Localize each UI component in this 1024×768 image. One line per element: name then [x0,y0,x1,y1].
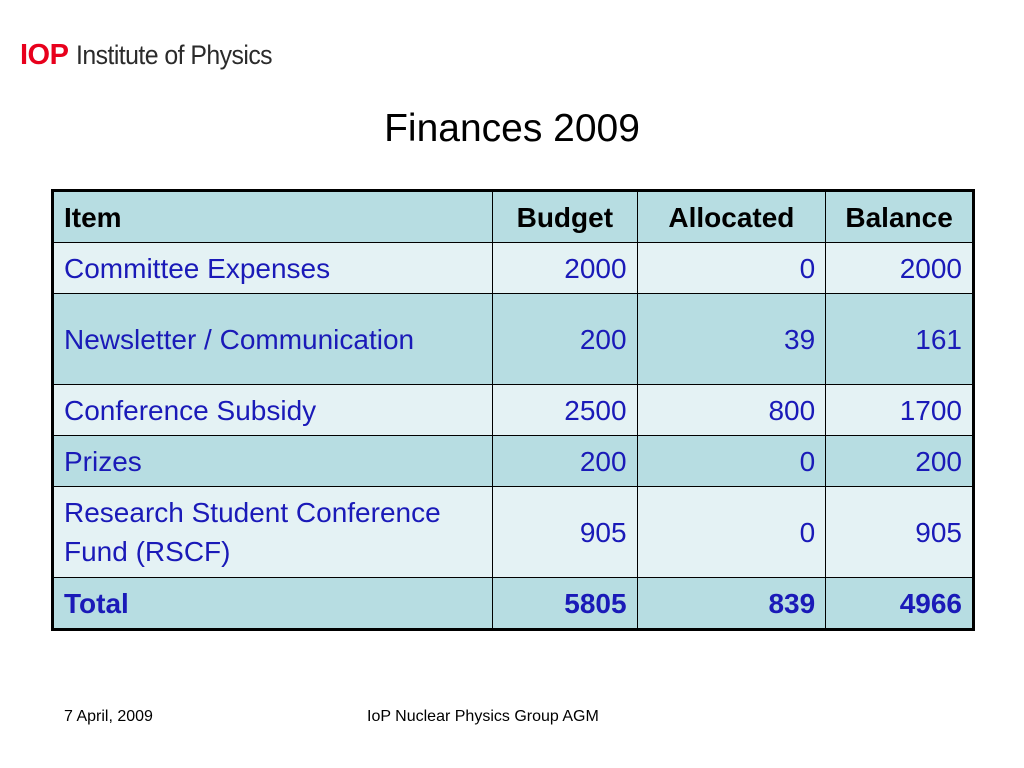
table-row [53,487,974,578]
cell-balance: 161 [826,294,974,385]
cell-item: Committee Expenses [53,243,493,294]
cell-balance: 200 [826,436,974,487]
logo-text: Institute of Physics [76,39,273,70]
cell-item: Conference Subsidy [53,385,493,436]
header-item: Item [53,191,493,243]
cell-allocated: 0 [637,436,826,487]
cell-item: Newsletter / Communication [53,294,493,385]
iop-logo [20,38,290,72]
cell-allocated: 800 [637,385,826,436]
table-total-row [53,578,974,630]
total-allocated: 839 [637,578,826,630]
table-header-row [53,191,974,243]
header-balance: Balance [826,191,974,243]
cell-allocated: 0 [637,487,826,578]
table-row [53,436,974,487]
cell-item: Research Student Conference Fund (RSCF) [53,487,493,578]
logo-mark: IOP [20,38,69,71]
cell-item: Prizes [53,436,493,487]
cell-budget: 2500 [493,385,637,436]
cell-budget: 200 [493,436,637,487]
cell-balance: 905 [826,487,974,578]
cell-balance: 1700 [826,385,974,436]
table-row [53,385,974,436]
total-label: Total [53,578,493,630]
footer-event: IoP Nuclear Physics Group AGM [367,708,599,725]
footer-date: 7 April, 2009 [64,708,153,725]
cell-allocated: 39 [637,294,826,385]
cell-budget: 200 [493,294,637,385]
cell-budget: 2000 [493,243,637,294]
finances-table [51,189,975,631]
table-row [53,294,974,385]
cell-allocated: 0 [637,243,826,294]
total-balance: 4966 [826,578,974,630]
cell-budget: 905 [493,487,637,578]
total-budget: 5805 [493,578,637,630]
header-budget: Budget [493,191,637,243]
cell-balance: 2000 [826,243,974,294]
slide-title: Finances 2009 [384,107,640,150]
header-allocated: Allocated [637,191,826,243]
table-row [53,243,974,294]
